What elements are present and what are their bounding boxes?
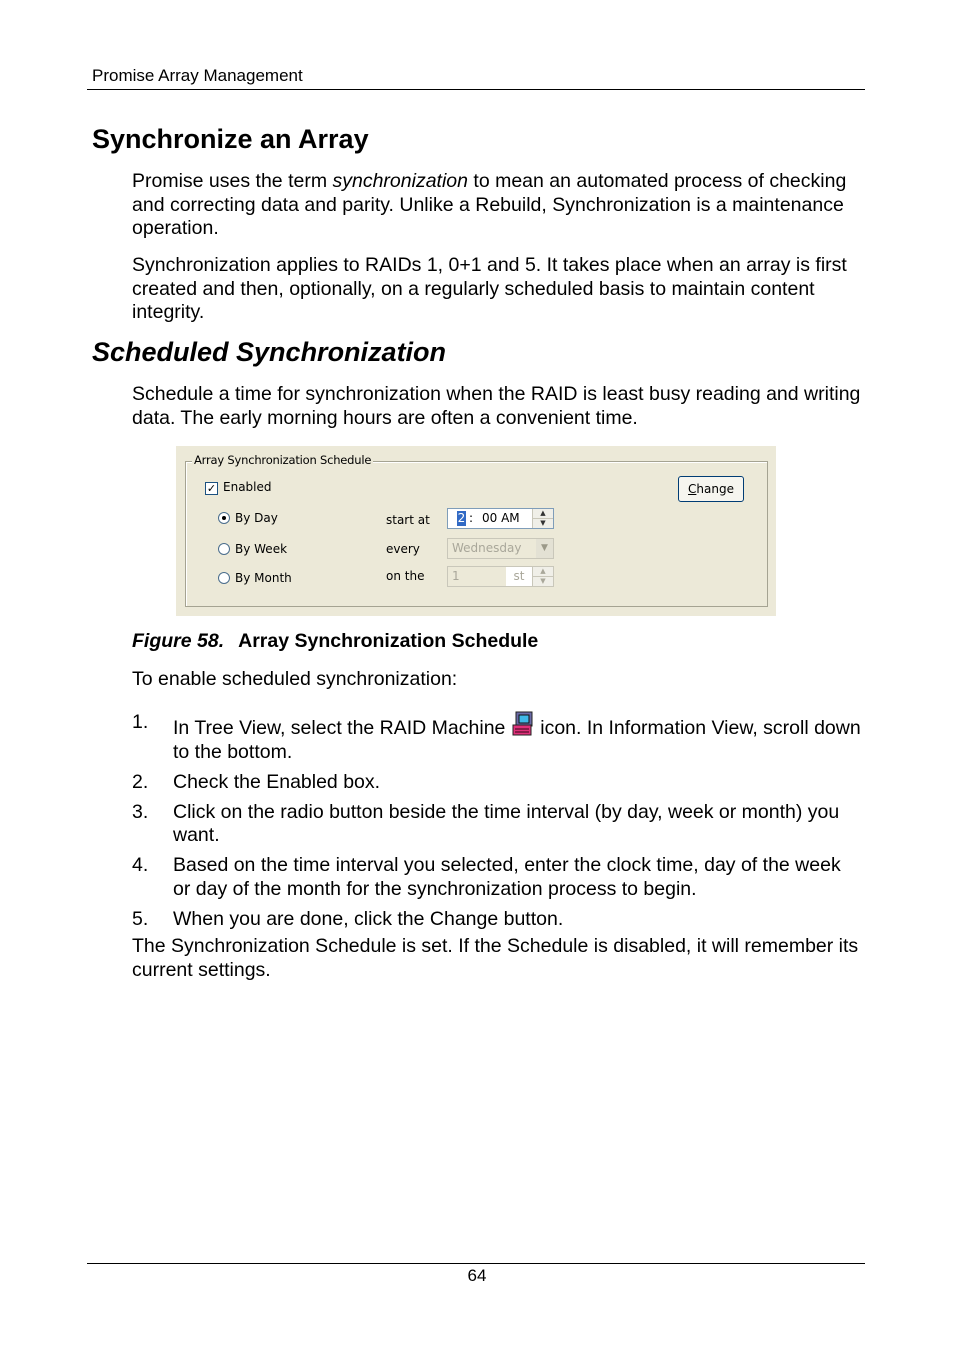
step-text: When you are done, click the Change button. <box>173 907 564 930</box>
header-rule <box>87 89 865 90</box>
spin-down-icon[interactable]: ▼ <box>533 519 553 528</box>
by-week-label: By Week <box>235 542 288 556</box>
running-header: Promise Array Management <box>92 66 303 85</box>
step-text-after: icon. In Information View, scroll down to the bottom. <box>173 717 861 763</box>
step-number: 2. <box>132 770 149 793</box>
change-label: hange <box>696 482 734 496</box>
closing-paragraph: The Synchronization Schedule is set. If the Schedule is disabled, it will remember its current settings. <box>132 935 859 981</box>
figure-title: Array Synchronization Schedule <box>238 630 539 652</box>
hour-value[interactable]: 2 <box>457 511 466 525</box>
by-day-label: By Day <box>235 511 278 525</box>
para1-before: Promise uses the term <box>132 170 333 192</box>
step-number: 5. <box>132 907 149 930</box>
step-text: Check the Enabled box. <box>173 770 381 793</box>
step-number: 3. <box>132 800 149 823</box>
list-item <box>132 908 862 932</box>
by-month-label: By Month <box>235 571 292 585</box>
time-separator: : <box>469 511 474 525</box>
time-minutes-ampm[interactable]: 00 AM <box>482 511 520 525</box>
step-number: 1. <box>132 711 149 733</box>
groupbox-title: Array Synchronization Schedule <box>194 453 372 467</box>
every-label: every <box>386 542 420 556</box>
time-spin-buttons[interactable] <box>532 509 553 528</box>
raid-machine-icon <box>512 711 534 737</box>
sync-schedule-dialog <box>176 446 776 616</box>
page-number: 64 <box>467 1266 487 1285</box>
change-mnemonic: C <box>688 482 697 496</box>
enabled-label: Enabled <box>223 480 272 494</box>
dropdown-arrow-icon[interactable]: ▼ <box>536 539 553 558</box>
month-day-suffix: st <box>506 567 532 586</box>
section-paragraph-2: Synchronization applies to RAIDs 1, 0+1 and 5. It takes place when an array is first created and then, optionally, on a regularly scheduled basis to maintain content integrity. <box>132 254 847 323</box>
section-title: Synchronize an Array <box>92 124 369 154</box>
enabled-checkbox[interactable] <box>205 482 218 495</box>
spin-up-icon[interactable]: ▲ <box>533 567 553 577</box>
start-at-label: start at <box>386 513 430 527</box>
radio-selected-dot <box>222 516 226 520</box>
footer-rule <box>87 1263 865 1264</box>
on-the-label: on the <box>386 569 425 583</box>
para1-term: synchronization <box>332 170 468 192</box>
step-number: 4. <box>132 854 149 876</box>
spin-up-icon[interactable]: ▲ <box>533 509 553 519</box>
list-item <box>132 854 862 901</box>
subsection-paragraph: Schedule a time for synchronization when the RAID is least busy reading and writing data. The early morning hours are often a convenient time. <box>132 383 861 429</box>
month-day-spinner[interactable] <box>447 566 554 587</box>
figure-number: Figure 58. <box>132 630 225 652</box>
intro-paragraph: To enable scheduled synchronization: <box>132 668 458 690</box>
checkmark-icon: ✓ <box>206 482 217 495</box>
para1-after: to mean an automated process of checking and correcting data and parity. Unlike a Rebuild, Synchronization is a maintenance operation. <box>132 170 847 239</box>
month-day-value: 1 <box>452 569 460 583</box>
spin-down-icon[interactable]: ▼ <box>533 577 553 586</box>
weekday-value: Wednesday <box>452 541 522 555</box>
step-text: Based on the time interval you selected, enter the clock time, day of the week or day of the month for the synchronization process to begin. <box>173 854 841 900</box>
month-spin-buttons[interactable] <box>532 567 553 586</box>
step-text-before: In Tree View, select the RAID Machine <box>173 717 511 739</box>
by-month-radio[interactable] <box>218 572 230 584</box>
weekday-dropdown[interactable] <box>447 538 554 559</box>
by-week-radio[interactable] <box>218 543 230 555</box>
by-day-radio[interactable] <box>218 512 230 524</box>
steps-list <box>132 711 862 938</box>
figure-caption <box>132 630 538 653</box>
section-paragraph-1 <box>132 170 862 241</box>
list-item <box>132 711 862 764</box>
list-item <box>132 771 862 795</box>
change-button[interactable] <box>678 476 744 502</box>
start-time-spinner[interactable] <box>447 508 554 529</box>
subsection-title: Scheduled Synchronization <box>92 337 447 367</box>
list-item <box>132 801 862 848</box>
step-text: Click on the radio button beside the time interval (by day, week or month) you want. <box>173 800 840 846</box>
